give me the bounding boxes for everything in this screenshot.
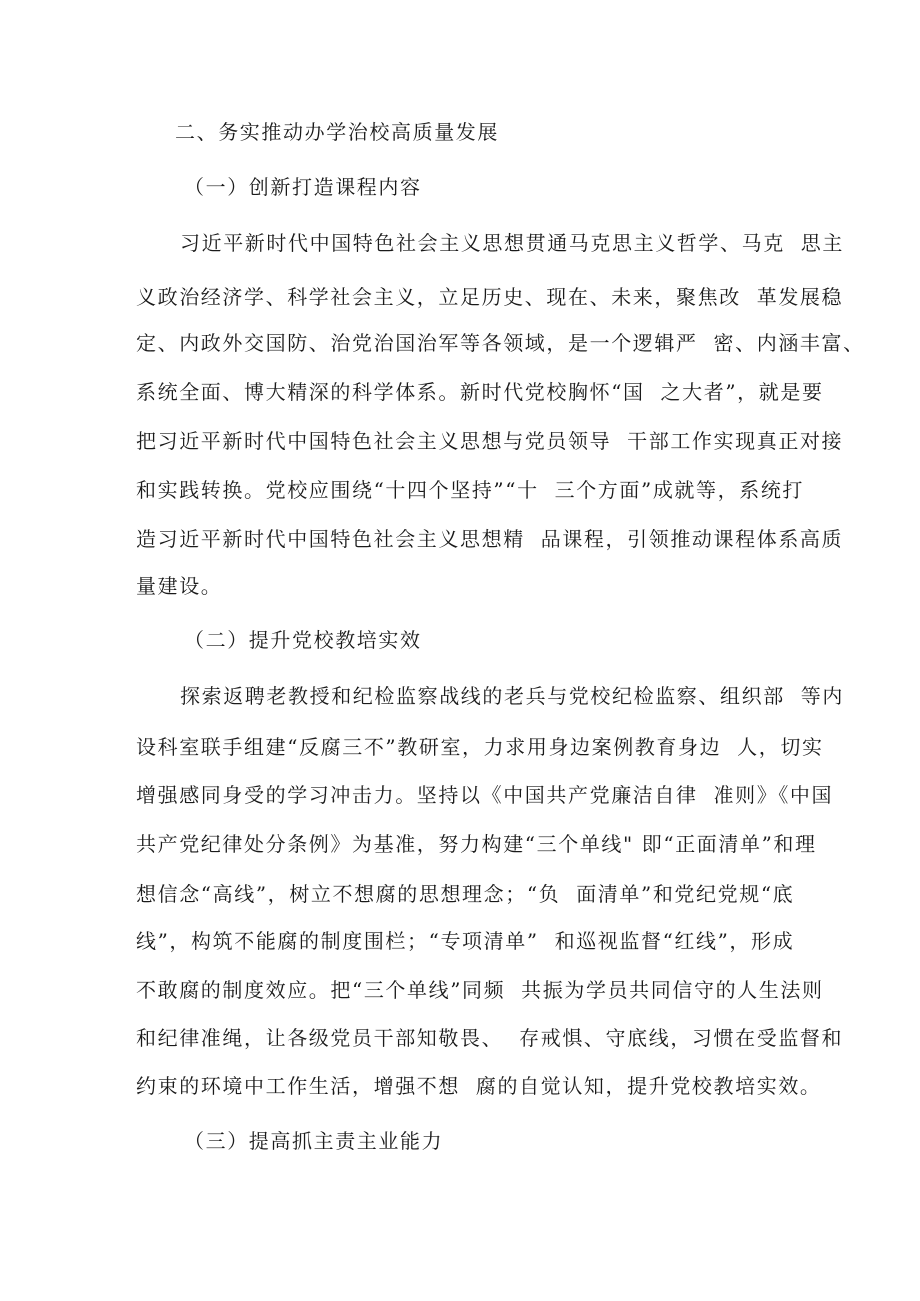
paragraph-1-line-5: 把习近平新时代中国特色社会主义思想与党员领导 干部工作实现真正对接 <box>136 429 844 453</box>
subsection-title-2: （二）提升党校教培实效 <box>184 628 422 652</box>
paragraph-1-line-6: 和实践转换。党校应围绕“十四个坚持”“十 三个方面”成就等，系统打 <box>136 478 805 502</box>
paragraph-2-line-9: 约束的环境中工作生活，增强不想 腐的自觉认知，提升党校教培实效。 <box>136 1074 822 1098</box>
paragraph-2-line-7: 不敢腐的制度效应。把“三个单线”同频 共振为学员共同信守的人生法则 <box>136 978 824 1002</box>
paragraph-1-line-2: 义政治经济学、科学社会主义，立足历史、现在、未来，聚焦改 革发展稳 <box>136 285 844 309</box>
paragraph-1-line-3: 定、内政外交国防、治党治国治军等各领域，是一个逻辑严 密、内涵丰富、 <box>136 331 865 355</box>
paragraph-2-line-6: 线”，构筑不能腐的制度围栏；“专项清单” 和巡视监督“红线”，形成 <box>136 929 795 953</box>
paragraph-1-line-7: 造习近平新时代中国特色社会主义思想精 品课程，引领推动课程体系高质 <box>136 527 844 551</box>
paragraph-2-line-2: 设科室联手组建“反腐三不”教研室，力求用身边案例教育身边 人，切实 <box>136 735 824 759</box>
paragraph-2-line-4: 共产党纪律处分条例》为基准，努力构建“三个单线" 即“正面清单”和理 <box>136 832 817 856</box>
paragraph-1-line-8: 量建设。 <box>136 574 223 598</box>
paragraph-2-line-8: 和纪律准绳，让各级党员干部知敬畏、 存戒惧、守底线，习惯在受监督和 <box>136 1026 844 1050</box>
paragraph-1-line-1: 习近平新时代中国特色社会主义思想贯通马克思主义哲学、马克 思主 <box>180 231 844 255</box>
paragraph-1-line-4: 系统全面、博大精深的科学体系。新时代党校胸怀“国 之大者”，就是要 <box>136 380 824 404</box>
paragraph-2-line-5: 想信念“高线”，树立不想腐的思想理念；“负 面清单”和党纪党规“底 <box>136 882 795 906</box>
subsection-title-1: （一）创新打造课程内容 <box>184 175 422 199</box>
paragraph-2-line-1: 探索返聘老教授和纪检监察战线的老兵与党校纪检监察、组织部 等内 <box>180 684 844 708</box>
section-heading: 二、务实推动办学治校高质量发展 <box>175 120 499 144</box>
paragraph-2-line-3: 增强感同身受的学习冲击力。坚持以《中国共产党廉洁自律 准则》《中国 <box>136 783 834 807</box>
subsection-title-3: （三）提高抓主责主业能力 <box>184 1129 444 1153</box>
